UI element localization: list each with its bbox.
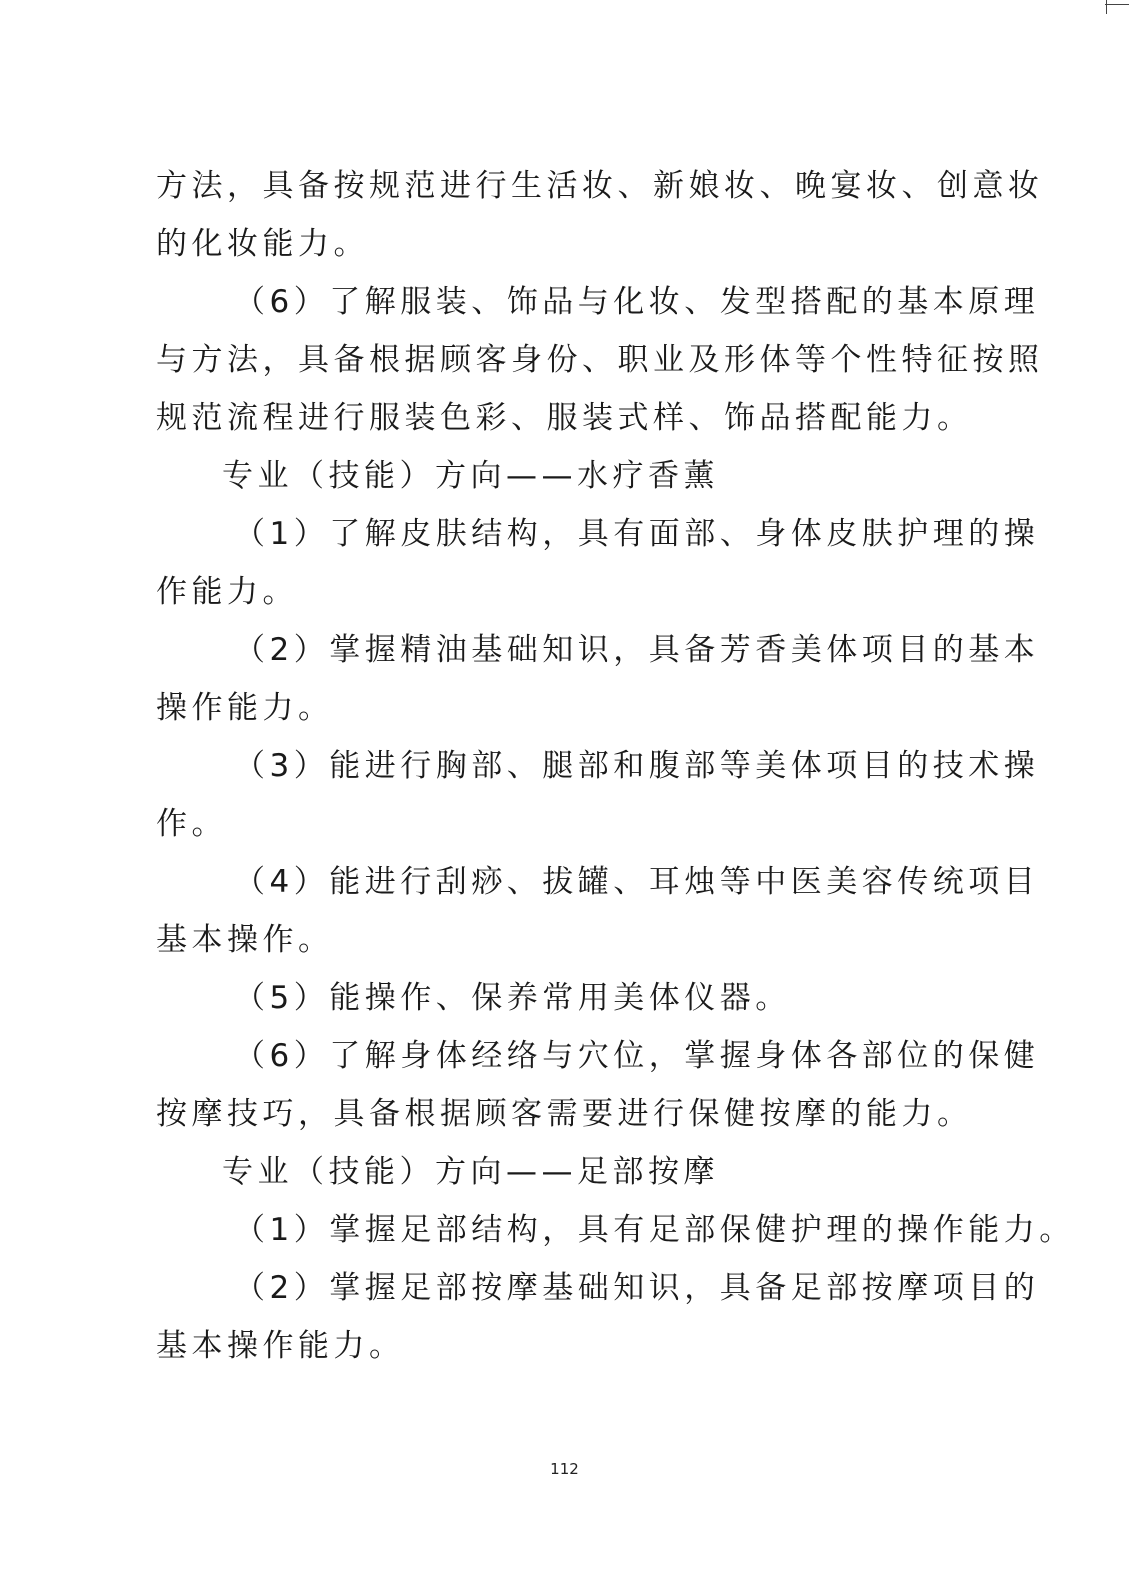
list-item: （2）掌握足部按摩基础知识，具备足部按摩项目的 — [234, 1270, 1040, 1306]
page-number: 112 — [550, 1460, 579, 1478]
list-item: （3）能进行胸部、腿部和腹部等美体项目的技术操 — [234, 748, 1040, 784]
body-text — [156, 157, 1075, 1375]
text-line: 作能力。 — [156, 574, 298, 610]
text-line: 作。 — [156, 806, 227, 842]
list-item: （5）能操作、保养常用美体仪器。 — [234, 980, 791, 1016]
text-line: 基本操作。 — [156, 922, 334, 958]
section-heading: 专业（技能）方向——水疗香薰 — [222, 458, 719, 494]
list-item: （6）了解身体经络与穴位，掌握身体各部位的保健 — [234, 1038, 1040, 1074]
list-item: （2）掌握精油基础知识，具备芳香美体项目的基本 — [234, 632, 1040, 668]
text-line: 按摩技巧，具备根据顾客需要进行保健按摩的能力。 — [156, 1096, 973, 1132]
text-line: 基本操作能力。 — [156, 1328, 405, 1364]
text-line: 方法，具备按规范进行生活妆、新娘妆、晚宴妆、创意妆 — [156, 168, 1044, 204]
text-line: 操作能力。 — [156, 690, 334, 726]
crop-mark — [1106, 0, 1107, 14]
text-line: 与方法，具备根据顾客身份、职业及形体等个性特征按照 — [156, 342, 1044, 378]
list-item: （1）了解皮肤结构，具有面部、身体皮肤护理的操 — [234, 516, 1040, 552]
list-item: （4）能进行刮痧、拔罐、耳烛等中医美容传统项目 — [234, 864, 1040, 900]
text-line: 的化妆能力。 — [156, 226, 369, 262]
text-line: 规范流程进行服装色彩、服装式样、饰品搭配能力。 — [156, 400, 973, 436]
list-item: （6）了解服装、饰品与化妆、发型搭配的基本原理 — [234, 284, 1040, 320]
list-item: （1）掌握足部结构，具有足部保健护理的操作能力。 — [234, 1212, 1075, 1248]
section-heading: 专业（技能）方向——足部按摩 — [222, 1154, 719, 1190]
crop-mark — [1105, 4, 1129, 5]
